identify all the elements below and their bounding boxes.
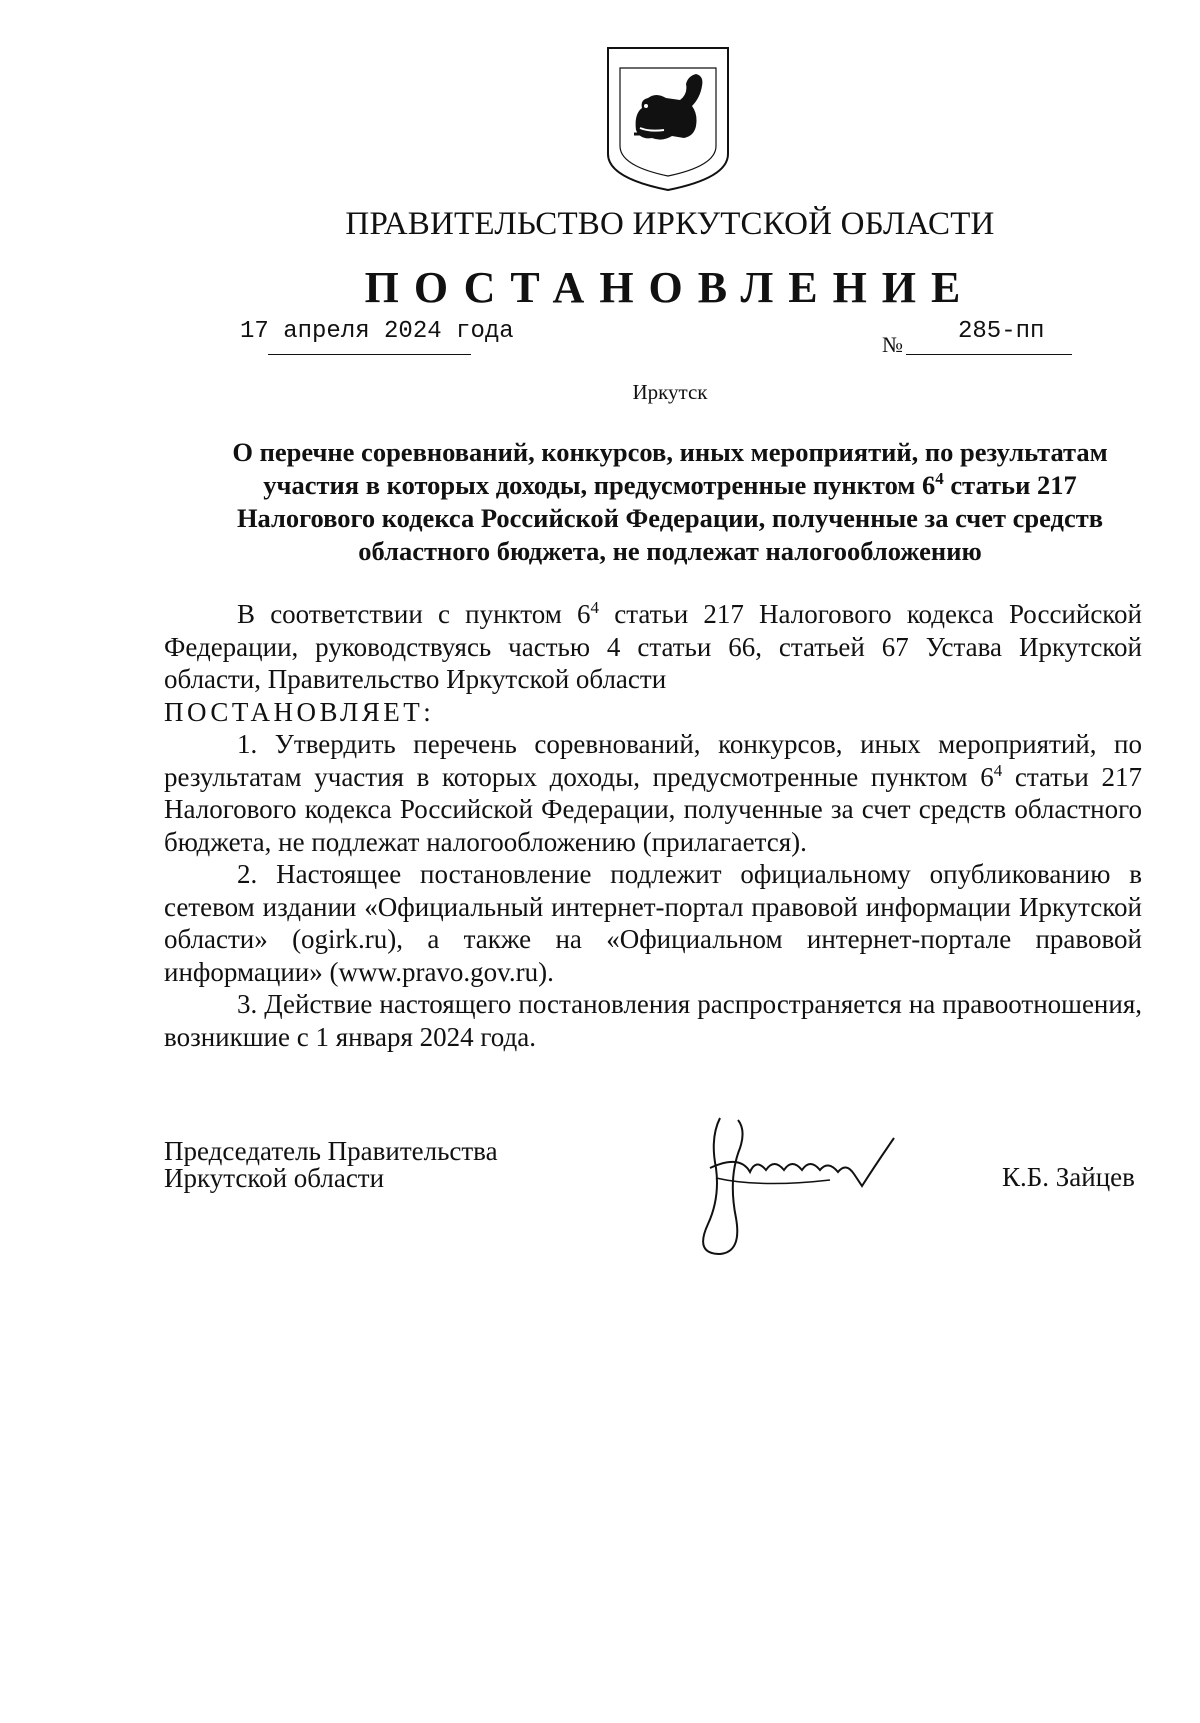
document-body bbox=[164, 598, 1142, 1053]
item-1 bbox=[164, 728, 1142, 858]
signer-position-line: Председатель Правительства bbox=[164, 1136, 498, 1166]
signer-name: К.Б. Зайцев bbox=[1002, 1162, 1135, 1192]
issue-city: Иркутск bbox=[632, 380, 708, 404]
superscript: 4 bbox=[935, 469, 944, 489]
date-underline bbox=[268, 354, 471, 355]
number-sign: № bbox=[882, 332, 903, 357]
document-type: ПОСТАНОВЛЕНИЕ bbox=[364, 263, 976, 312]
number-underline bbox=[906, 354, 1072, 355]
subject-line bbox=[150, 469, 1190, 502]
superscript: 4 bbox=[590, 598, 600, 617]
subject-text: статьи 217 bbox=[943, 470, 1077, 500]
document-number: 285-пп bbox=[958, 318, 1045, 345]
subject-line: Налогового кодекса Российской Федерации, полученные за счет средств bbox=[236, 503, 1104, 533]
preamble bbox=[164, 598, 1142, 696]
handwritten-signature bbox=[680, 1108, 940, 1260]
document-date: 17 апреля 2024 года bbox=[240, 318, 514, 345]
subject-line: О перечне соревнований, конкурсов, иных мероприятий, по результатам bbox=[232, 437, 1108, 467]
signer-position-line: Иркутской области bbox=[164, 1163, 385, 1193]
item-text: 1. Утвердить перечень соревнований, конкурсов, иных мероприятий, по результатам участия в которых доходы, предусмотренные пунктом 6 bbox=[164, 729, 1142, 792]
sable-coat-of-arms-icon bbox=[606, 46, 730, 192]
preamble-text: статьи 217 Налогового кодекса Российской Федерации, руководствуясь частью 4 статьи 66, статьей 67 Устава Иркутской области, Правительство Иркутской области bbox=[164, 599, 1143, 694]
subject-line: областного бюджета, не подлежат налогообложению bbox=[358, 536, 982, 566]
superscript: 4 bbox=[993, 760, 1003, 780]
subject-text: участия в которых доходы, предусмотренные пунктом 6 bbox=[263, 470, 936, 500]
item-text: статьи 217 Налогового кодекса Российской Федерации, полученные за счет средств областного бюджета, не подлежат налогообложению (прилагается). bbox=[164, 761, 1142, 857]
item-3: 3. Действие настоящего постановления распространяется на правоотношения, возникшие с 1 января 2024 года. bbox=[164, 989, 1142, 1052]
preamble-text: В соответствии с пунктом 6 bbox=[237, 599, 591, 629]
document-subject bbox=[150, 436, 1190, 568]
item-2: 2. Настоящее постановление подлежит официальному опубликованию в сетевом издании «Официальный интернет-портал правовой информации Иркутской области» (ogirk.ru), а также на «Официальном интернет-портале правовой информации» (www.pravo.gov.ru). bbox=[164, 859, 1142, 987]
government-title: ПРАВИТЕЛЬСТВО ИРКУТСКОЙ ОБЛАСТИ bbox=[345, 206, 995, 242]
resolves-heading: ПОСТАНОВЛЯЕТ: bbox=[164, 696, 435, 727]
signer-position bbox=[164, 1138, 498, 1192]
